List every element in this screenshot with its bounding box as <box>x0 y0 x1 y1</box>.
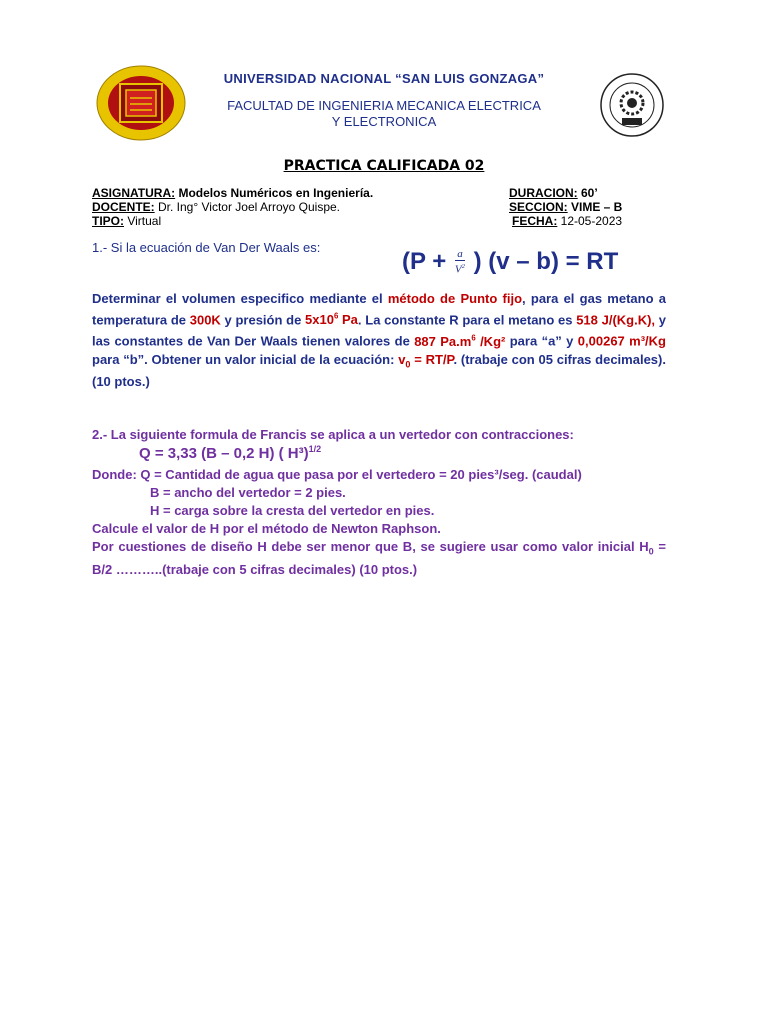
q1-temperature: 300K <box>189 312 221 328</box>
pressure-unit: Pa <box>338 312 358 328</box>
van-der-waals-formula <box>402 248 618 276</box>
q1-text-4: . La constante R para el metano es <box>357 312 577 328</box>
francis-formula <box>139 444 321 462</box>
info-docente <box>92 200 340 214</box>
docente-value: Dr. Ing° Victor Joel Arroyo Quispe. <box>154 200 340 214</box>
asignatura-value: Modelos Numéricos en Ingeniería. <box>175 186 374 200</box>
q1-text-3: y presión de <box>220 312 306 328</box>
h0-sub: 0 <box>648 546 654 557</box>
question-1-text <box>92 290 666 391</box>
docente-label: DOCENTE: <box>92 200 155 214</box>
asignatura-label: ASIGNATURA: <box>92 186 176 200</box>
faculty-name <box>0 98 768 130</box>
info-tipo <box>92 214 161 228</box>
question-2-intro: 2.- La siguiente formula de Francis se aplica a un vertedor con contracciones: <box>92 427 574 442</box>
q1-text-8: . (trabaje con 05 cifras decimales). (10 ptos.) <box>92 351 666 390</box>
v0-symbol: v <box>398 351 406 367</box>
v0-rest: = RT/P <box>410 351 454 367</box>
a-exp: 6 <box>471 333 476 343</box>
faculty-line-2: Y ELECTRONICA <box>331 114 437 129</box>
v0-sub: 0 <box>405 359 411 370</box>
exam-title: PRACTICA CALIFICADA 02 <box>283 158 485 174</box>
francis-formula-exp: 1/2 <box>308 444 322 454</box>
info-duracion <box>509 186 598 200</box>
fecha-value: 12-05-2023 <box>557 214 623 228</box>
fecha-label: FECHA: <box>512 214 558 228</box>
pressure-exp: 6 <box>333 312 339 321</box>
university-name: UNIVERSIDAD NACIONAL “SAN LUIS GONZAGA” <box>223 71 545 86</box>
question-2-text <box>92 466 666 579</box>
seccion-label: SECCION: <box>509 200 568 214</box>
fraction-numerator: a <box>455 249 465 261</box>
formula-fraction <box>455 249 465 276</box>
q1-r-constant: 518 J/(Kg.K), <box>576 312 656 328</box>
q1-b-constant: 0,00267 m³/Kg <box>577 333 666 349</box>
q1-a-constant <box>414 334 505 349</box>
q1-v0 <box>398 351 454 370</box>
q1-method: método de Punto fijo <box>387 291 523 306</box>
formula-right: ) (v – b) = RT <box>466 248 619 275</box>
fraction-denominator-exp: 2 <box>461 263 465 271</box>
q1-text-5: y las constantes de Van Der Waals tienen valores de <box>92 312 667 349</box>
info-seccion <box>509 200 622 214</box>
tipo-label: TIPO: <box>92 214 124 228</box>
fraction-denominator: V <box>454 263 462 276</box>
duracion-value: 60’ <box>577 186 598 200</box>
question-1-intro: 1.- Si la ecuación de Van Der Waals es: <box>92 240 321 255</box>
faculty-line-1: FACULTAD DE INGENIERIA MECANICA ELECTRICA <box>227 98 541 113</box>
tipo-value: Virtual <box>124 214 162 228</box>
seccion-value: VIME – B <box>567 200 623 214</box>
a-unit: /Kg² <box>475 333 506 349</box>
q2-calculate: Calcule el valor de H por el método de Newton Raphson. <box>92 521 441 536</box>
q1-pressure <box>305 312 358 327</box>
francis-formula-text: Q = 3,33 (B – 0,2 H) ( H³) <box>139 445 309 462</box>
q1-text-7: para “b”. Obtener un valor inicial de la ecuación: <box>92 351 399 367</box>
info-fecha <box>512 214 622 228</box>
duracion-label: DURACION: <box>509 186 578 200</box>
q1-text-2: , para el gas metano a temperatura de <box>92 291 667 328</box>
pressure-base: 5x10 <box>305 312 334 328</box>
formula-left: (P + <box>402 248 453 275</box>
q1-text-6: para “a” y <box>505 333 578 349</box>
q2-design <box>92 538 666 579</box>
q2-design-end: = B/2 ………..(trabaje con 5 cifras decimales) (10 ptos.) <box>92 539 666 577</box>
q2-donde: Donde: Q = Cantidad de agua que pasa por el vertedero = 20 pies³/seg. (caudal) <box>92 467 582 482</box>
q1-text-1: Determinar el volumen especifico mediante el <box>92 291 388 306</box>
a-value: 887 Pa.m <box>414 333 472 349</box>
q2-h-definition: H = carga sobre la cresta del vertedor en pies. <box>150 503 435 518</box>
q2-design-text: Por cuestiones de diseño H debe ser menor que B, se sugiere usar como valor inicial H <box>92 539 649 554</box>
q2-b-definition: B = ancho del vertedor = 2 pies. <box>150 485 346 500</box>
info-asignatura <box>92 186 373 200</box>
